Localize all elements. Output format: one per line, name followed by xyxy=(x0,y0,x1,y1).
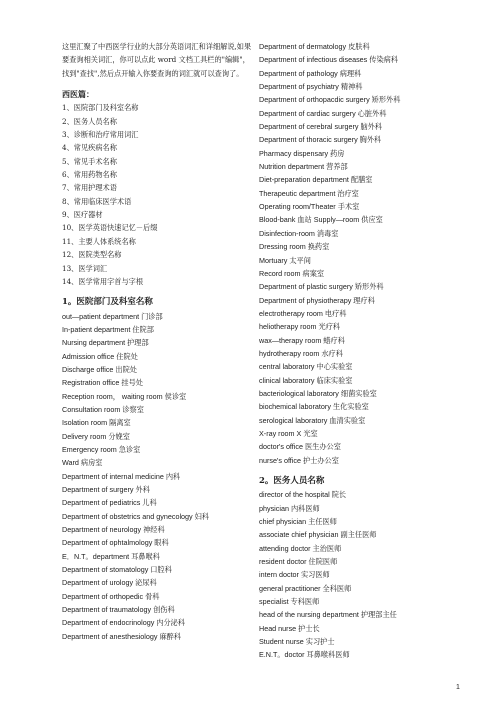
term-item: Diet-preparation department 配膳室 xyxy=(259,175,373,185)
term-item: specialist 专科医师 xyxy=(259,597,320,607)
term-item: Therapeutic department 治疗室 xyxy=(259,188,359,198)
toc-item: 11、主要人体系统名称 xyxy=(62,236,136,246)
term-item: electrotherapy room 电疗科 xyxy=(259,308,347,318)
term-item: clinical laboratory 临床实验室 xyxy=(259,375,353,385)
section-2-title: 2。医务人员名称 xyxy=(259,476,325,486)
term-item: X-ray room X 光室 xyxy=(259,428,318,438)
term-item: general practitioner 全科医师 xyxy=(259,583,352,593)
term-item: intern doctor 实习医师 xyxy=(259,570,330,580)
term-item: out—patient department 门诊部 xyxy=(62,311,163,321)
right-column xyxy=(259,40,479,662)
term-item: Nursing department 护理部 xyxy=(62,338,149,348)
term-item: Department of thoracic surgery 胸外科 xyxy=(259,135,382,145)
toc-title: 西医篇： xyxy=(62,89,94,100)
toc-item: 4、常见疾病名称 xyxy=(62,143,117,153)
toc-item: 6、常用药物名称 xyxy=(62,170,117,180)
left-column xyxy=(62,40,252,643)
term-item: Department of cardiac surgery 心脏外科 xyxy=(259,108,387,118)
term-item: Department of stomatology 口腔科 xyxy=(62,565,172,575)
term-item: Blood-bank 血站 Supply—room 供应室 xyxy=(259,215,383,225)
term-item: Department of dermatology 皮肤科 xyxy=(259,42,370,51)
term-item: Delivery room 分娩室 xyxy=(62,431,130,441)
toc-item: 9、医疗器材 xyxy=(62,210,103,220)
term-item: serological laboratory 血清实验室 xyxy=(259,415,366,425)
toc-item: 14、医学常用字首与字根 xyxy=(62,276,144,286)
toc-item: 2、医务人员名称 xyxy=(62,116,117,126)
term-item: Discharge office 出院处 xyxy=(62,364,137,374)
term-item: Department of internal medicine 内科 xyxy=(62,471,181,481)
term-item: Department of obstetrics and gynecology 妇科 xyxy=(62,511,210,521)
term-item: Dressing room 换药室 xyxy=(259,242,330,252)
term-item: Department of psychiatry 精神科 xyxy=(259,82,363,92)
term-item: E．N.T。department 耳鼻喉科 xyxy=(62,551,160,561)
toc-item: 1、医院部门及科室名称 xyxy=(62,103,139,113)
term-item: Isolation room 隔离室 xyxy=(62,418,131,428)
toc-list xyxy=(62,101,252,288)
term-item: Record room 病案室 xyxy=(259,268,325,278)
section-1-right-list xyxy=(259,40,479,467)
intro-paragraph: 这里汇聚了中西医学行业的大部分英语词汇和详细解说,如果要查询相关词汇，你可以点此 word 文档工具栏的"编辑"，找到"查找",然后点开输入你要查询的词汇就可以查询了。 xyxy=(62,42,252,78)
term-item: Consultation room 诊察室 xyxy=(62,404,144,414)
term-item: Registration office 挂号处 xyxy=(62,378,143,388)
term-item: Department of neurology 神经科 xyxy=(62,525,165,535)
toc-item: 13、医学词汇 xyxy=(62,263,108,273)
term-item: Department of surgery 外科 xyxy=(62,485,150,494)
term-item: Disinfection-room 消毒室 xyxy=(259,228,339,238)
term-item: wax—therapy room 蜡疗科 xyxy=(259,335,345,345)
term-item: Department of endocrinology 内分泌科 xyxy=(62,618,186,628)
section-2-list xyxy=(259,488,479,661)
term-item: Department of physiotherapy 理疗科 xyxy=(259,295,375,305)
section-1-title: 1。医院部门及科室名称 xyxy=(62,297,153,308)
term-item: Emergency room 急诊室 xyxy=(62,444,141,454)
term-item: heliotherapy room 光疗科 xyxy=(259,322,341,332)
term-item: Nutrition department 营养部 xyxy=(259,162,348,172)
term-item: attending doctor 主治医师 xyxy=(259,543,342,553)
section-1-left-list xyxy=(62,310,252,644)
term-item: Department of pathology 病理科 xyxy=(259,68,362,78)
term-item: Pharmacy dispensary 药房 xyxy=(259,148,345,158)
term-item: Ward 病房室 xyxy=(62,458,103,468)
term-item: Department of infectious diseases 传染病科 xyxy=(259,55,399,65)
toc-item: 3、诊断和治疗常用词汇 xyxy=(62,130,139,140)
term-item: Department of pediatrics 儿科 xyxy=(62,498,157,508)
term-item: Mortuary 太平间 xyxy=(259,255,311,265)
term-item: bacteriological laboratory 细菌实验室 xyxy=(259,388,377,398)
toc-item: 5、常见手术名称 xyxy=(62,156,117,166)
term-item: physician 内科医师 xyxy=(259,503,320,513)
term-item: nurse's office 护士办公室 xyxy=(259,455,339,465)
term-item: hydrotherapy room 水疗科 xyxy=(259,348,343,358)
term-item: Operating room/Theater 手术室 xyxy=(259,202,360,212)
term-item: Department of ophtalmology 眼科 xyxy=(62,538,169,548)
page-number: 1 xyxy=(456,684,460,691)
term-item: associate chief physician 副主任医师 xyxy=(259,530,377,540)
term-item: head of the nursing department 护理部主任 xyxy=(259,610,397,620)
toc-item: 12、医院类型名称 xyxy=(62,250,122,260)
term-item: In-patient department 住院部 xyxy=(62,324,154,334)
term-item: Department of orthopacdic surgery 矫形外科 xyxy=(259,95,401,105)
term-item: Student nurse 实习护士 xyxy=(259,637,335,647)
term-item: chief physician 主任医师 xyxy=(259,517,337,527)
term-item: Department of urology 泌尿科 xyxy=(62,578,157,588)
term-item: resident doctor 住院医师 xyxy=(259,557,338,567)
term-item: doctor's office 医生办公室 xyxy=(259,442,341,452)
term-item: central laboratory 中心实验室 xyxy=(259,362,353,372)
toc-item: 7、常用护理术语 xyxy=(62,183,117,193)
term-item: Admission office 住院处 xyxy=(62,351,138,361)
term-item: Department of cerebral surgery 脑外科 xyxy=(259,122,383,132)
term-item: Department of anesthesiology 麻醉科 xyxy=(62,631,182,641)
term-item: Department of traumatology 创伤科 xyxy=(62,605,175,615)
toc-item: 10、医学英语快速记忆－后缀 xyxy=(62,223,158,233)
term-item: Department of orthopedic 骨科 xyxy=(62,591,160,601)
term-item: director of the hospital 院长 xyxy=(259,490,347,500)
term-item: biochemical laboratory 生化实验室 xyxy=(259,402,369,412)
term-item: E.N.T。doctor 耳鼻喉科医师 xyxy=(259,650,350,660)
term-item: Reception room， waiting room 侯诊室 xyxy=(62,391,187,401)
toc-item: 8、常用临床医学术语 xyxy=(62,196,132,206)
term-item: Head nurse 护士长 xyxy=(259,623,320,633)
term-item: Department of plastic surgery 矫形外科 xyxy=(259,282,384,292)
